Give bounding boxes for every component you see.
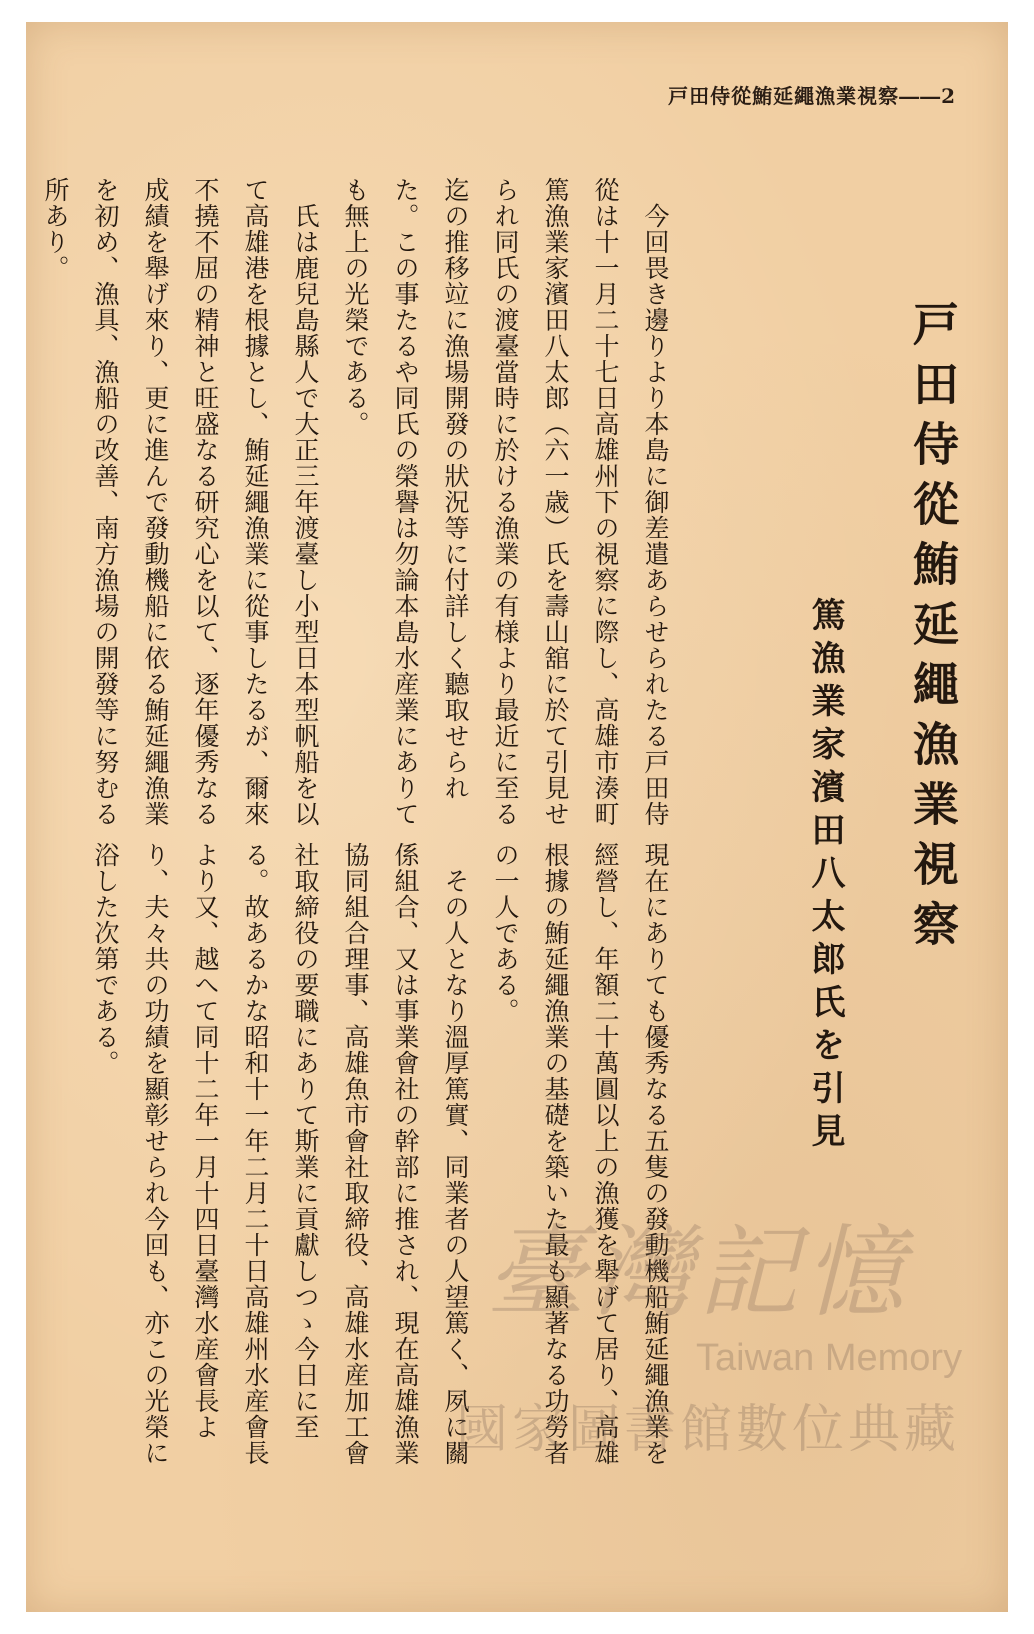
watermark-english-text: Taiwan Memory (696, 1337, 963, 1379)
body-text-lower (80, 842, 680, 1482)
paragraph: 今回畏き邊りより本島に御差遣あらせられたる戸田侍從は十一月二十七日高雄州下の視察に際し、高雄市湊町篤漁業家濱田八太郎（六一歳）氏を壽山舘に於て引見せられ同氏の渡臺當時に於ける漁業の有様より最近に至る迄の推移竝に漁場開發の狀況等に付詳しく聽取せられた。この事たるや同氏の榮譽は勿論本島水産業にありても無上の光榮である。 (341, 177, 670, 827)
article-subtitle: 篤漁業家濱田八太郎氏を引見 (805, 597, 845, 1156)
article-title: 戸田侍從鮪延繩漁業視察 (906, 300, 960, 960)
document-page (26, 22, 1008, 1612)
watermark-cjk-text: 臺灣記憶 (486, 1214, 910, 1331)
paragraph: 氏は鹿兒島縣人で大正三年渡臺し小型日本型帆船を以て高雄港を根據とし、鮪延繩漁業に從事したるが、爾來不撓不屈の精神と旺盛なる研究心を以て、逐年優秀なる成績を舉げ來り、更に進んで發動機船に依る鮪延繩漁業を初め、漁具、漁船の改善、南方漁場の開發等に努むる所あり。 (41, 177, 320, 827)
watermark-library-text: 國家圖書館數位典藏 (456, 1400, 961, 1460)
running-header: 戸田侍從鮪延繩漁業視察――2 (668, 84, 956, 108)
paragraph: 現在にありても優秀なる五隻の發動機船鮪延繩漁業を經營し、年額二十萬圓以上の漁獲を舉げて居り、高雄根據の鮪延繩漁業の基礎を築いた最も顯著なる功勞者の一人である。 (491, 842, 670, 1466)
paragraph: その人となり溫厚篤實、同業者の人望篤く、夙に關係組合、又は事業會社の幹部に推され、現在高雄漁業協同組合理事、高雄魚市會社取締役、高雄水産加工會社取締役の要職にありて斯業に貢獻しつゝ今日に至る。故あるかな昭和十一年二月二十日高雄州水産會長より又、越へて同十二年一月十四日臺灣水産會長より、夫々共の功績を顯彰せられ今回も、亦この光榮に浴した次第である。 (91, 842, 470, 1466)
body-text-upper (30, 177, 680, 827)
